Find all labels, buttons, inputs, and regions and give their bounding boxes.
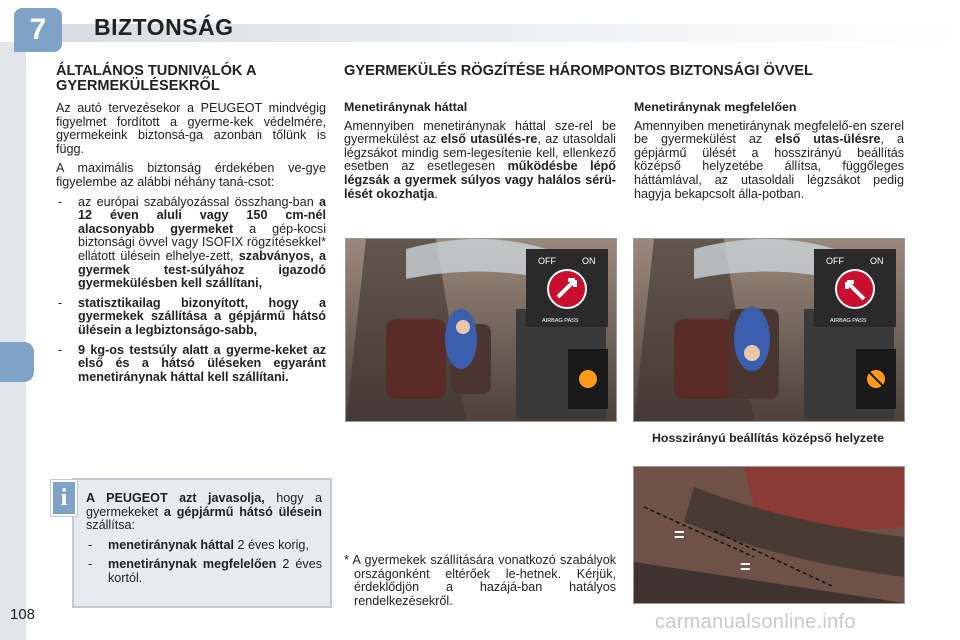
svg-text:OFF: OFF xyxy=(826,256,844,266)
list-item: - 9 kg-os testsúly alatt a gyerme-keket az első és a hátsó üléseken egyaránt menetiránynak háttal kell szállítani. xyxy=(58,342,326,384)
airbag-indicator-panel xyxy=(856,349,896,409)
forward-facing-column xyxy=(634,101,904,207)
svg-text:ON: ON xyxy=(870,256,884,266)
watermark: carmanualsonline.info xyxy=(655,611,856,633)
rear-facing-subheading: Menetiránynak háttal xyxy=(344,100,468,114)
active-chapter-tab[interactable] xyxy=(0,342,34,382)
rear-facing-seat-illustration xyxy=(345,238,617,422)
advice-list xyxy=(56,196,326,385)
info-box-content xyxy=(86,492,322,592)
child-seat xyxy=(734,307,770,371)
intro-paragraph: Az autó tervezésekor a PEUGEOT mindvégig figyelmet fordított a gyerme-kek védelmére, gyermekeink biztonsá-ga azonban tőlünk is függ. xyxy=(56,101,326,156)
page-title: BIZTONSÁG xyxy=(94,14,234,40)
forward-facing-svg xyxy=(634,239,904,421)
section-heading-three-point-belt: GYERMEKÜLÉS RÖGZÍTÉSE HÁROMPONTOS BIZTONSÁGI ÖVVEL xyxy=(344,63,813,79)
middle-heading-block xyxy=(344,64,864,79)
svg-text:=: = xyxy=(740,557,751,577)
left-column xyxy=(56,64,326,390)
seat-rail-illustration xyxy=(633,466,905,604)
airbag-switch-panel xyxy=(526,249,608,327)
forward-facing-subheading: Menetiránynak megfelelően xyxy=(634,100,797,114)
svg-text:AIRBAG PASS: AIRBAG PASS xyxy=(830,318,867,324)
page-number: 108 xyxy=(10,606,36,623)
svg-text:AIRBAG PASS: AIRBAG PASS xyxy=(542,318,579,324)
list-item: - az európai szabályozással összhang-ban a 12 éven aluli vagy 150 cm-nél alacsonyabb gyermeket a gép-kocsi biztonsági övvel vagy ISOFIX rögzítésekkel* ellátott ülésein elhelye-zett, szabványos, a gyermek test-súlyához igazodó gyermekülésben kell szállítani, xyxy=(58,194,326,291)
airbag-switch-panel xyxy=(814,249,896,327)
seat-adjustment-caption: Hosszirányú beállítás középső helyzete xyxy=(651,431,885,445)
list-item: - menetiránynak megfelelően 2 éves kortól. xyxy=(88,557,322,585)
footnote xyxy=(344,554,616,614)
svg-text:ON: ON xyxy=(582,256,596,266)
svg-text:=: = xyxy=(674,525,685,545)
advice-paragraph: A maximális biztonság érdekében ve-gye figyelembe az alábbi néhány taná-csot: xyxy=(56,161,326,189)
child-seat xyxy=(445,309,477,369)
section-heading-general: ÁLTALÁNOS TUDNIVALÓK A GYERMEKÜLÉSEKRŐL xyxy=(56,63,256,94)
rear-facing-paragraph: Amennyiben menetiránynak háttal sze-rel be gyermekülést az első utasülés-re, az utasoldali légzsákot mindig sem-legesítenie kell, ellenkező esetben az esetlegesen működésbe lépő légzsák a gyermek súlyos vagy halálos sérü-lését okozhatja. xyxy=(344,118,616,201)
forward-facing-paragraph: Amennyiben menetiránynak megfelelő-en szerel be gyermekülést az első utas-ülésre, a gépjármű ülését a hosszirányú beállítás középső helyzetébe állítsa, függőleges háttámlával, az utasoldali légzsákot pedig hagyja bekapcsolt álla-potban. xyxy=(634,118,904,201)
info-icon: i xyxy=(51,480,77,516)
svg-text:OFF: OFF xyxy=(538,256,556,266)
seat-rail-svg xyxy=(634,467,904,603)
rear-facing-column xyxy=(344,101,616,207)
info-box-text: A PEUGEOT azt javasolja, hogy a gyermekeket a gépjármű hátsó ülésein szállítsa: xyxy=(86,491,323,533)
airbag-indicator-panel xyxy=(568,349,608,409)
list-item: - menetiránynak háttal 2 éves korig, xyxy=(88,537,309,552)
forward-facing-seat-illustration xyxy=(633,238,905,422)
chapter-side-tab xyxy=(0,40,26,640)
list-item: - statisztikailag bizonyított, hogy a gyermekek szállítása a gépjármű hátsó ülésein a legbiztonságo-sabb, xyxy=(58,295,326,337)
info-box-list xyxy=(86,539,322,586)
rear-facing-svg xyxy=(346,239,616,421)
footnote-text: * A gyermekek szállítására vonatkozó szabályok országonként eltérőek le-hetnek. Kérjük, érdeklődjön a hazájá-ban hatályos rendelkezésekről. xyxy=(344,553,616,608)
chapter-number-badge: 7 xyxy=(14,8,62,52)
info-box xyxy=(72,478,332,608)
